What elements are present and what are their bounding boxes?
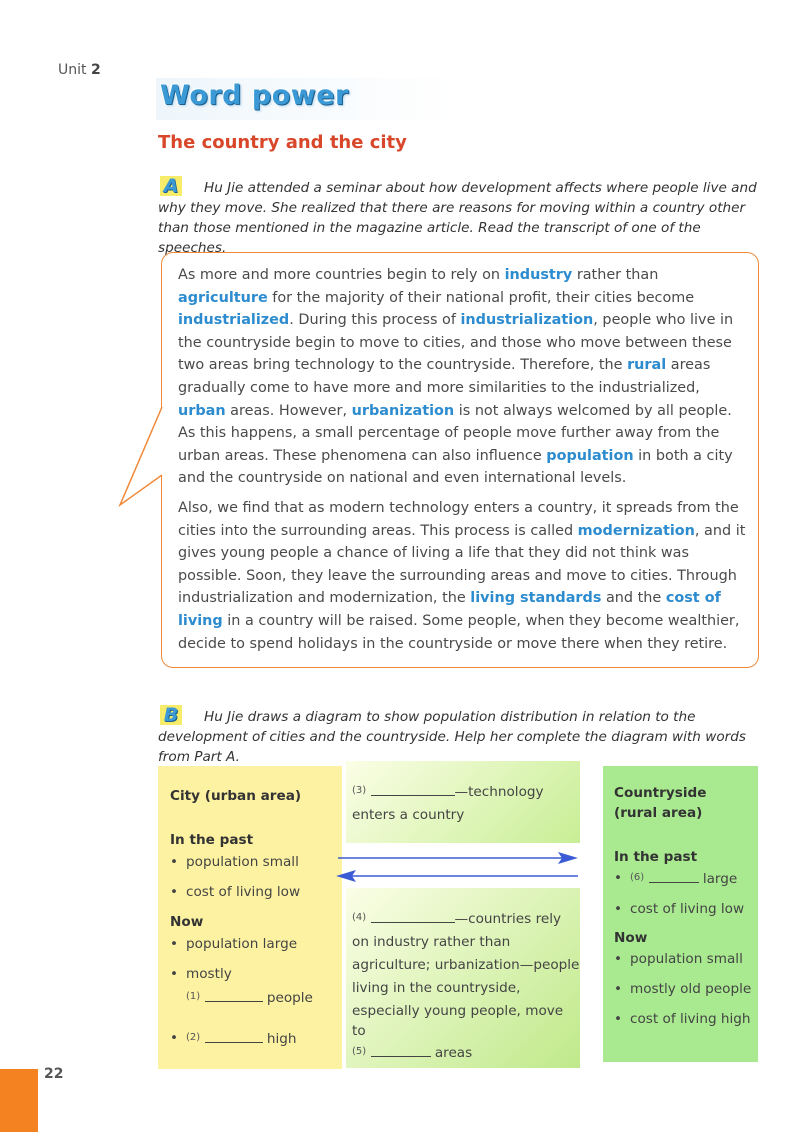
city-now-item-mostly [170,964,342,984]
industrialization-box [346,888,580,1068]
keyword-urbanization: urbanization [351,402,455,419]
unit-label [58,62,101,78]
blank-3[interactable] [371,783,455,796]
speech-transcript [178,264,746,662]
keyword-agriculture: agriculture [178,289,268,306]
text-run: . During this process of [289,312,461,329]
city-box [158,766,342,1069]
keyword-population: population [546,447,634,464]
migration-arrows [332,846,582,886]
ind-line: especially young people, move to [352,1003,564,1039]
countryside-heading-sub: (rural area) [614,805,703,821]
page-number: 22 [44,1066,64,1082]
speech-paragraph-2 [178,497,746,655]
text-run: As more and more countries begin to rely on [178,267,505,283]
section-title-banner [156,78,456,120]
blank-6[interactable] [649,870,699,883]
text-run: in both a city and the countryside on national and even international levels. [178,447,733,487]
subtitle: The country and the city [158,132,407,153]
city-now-item-blank-2 [170,1028,342,1049]
text-run: areas. However, [225,402,352,419]
ind-line-1 [352,908,580,929]
keyword-rural: rural [627,357,667,374]
section-title: Word power [160,80,349,111]
text-run: and the [601,590,666,607]
blank-1[interactable] [205,989,263,1002]
countryside-now-item: • mostly old people [614,979,758,999]
blank-3-number: (3) [352,785,367,796]
blank-1-suffix: people [266,990,313,1006]
city-past-item: • population small [170,852,342,872]
text-run: , people who live in the countryside begin to move to cities, and those who move between these two areas bring technology to the countryside. Therefore, the [178,312,734,374]
countryside-now-item: • cost of living high [614,1009,758,1029]
unit-word: Unit [58,62,87,78]
blank-5[interactable] [371,1044,431,1057]
city-now-label: Now [170,914,204,930]
keyword-modernization: modernization [577,522,695,539]
blank-3-suffix: —technology [454,784,544,800]
text-run: in a country will be raised. Some people, when they become wealthier, decide to spend holidays in the countryside or move there when they retire. [178,612,740,652]
ind-line-6 [352,1042,580,1063]
keyword-cost-of-living: cost of living [178,590,721,629]
part-a-letter: A [160,176,182,196]
ind-line: living in the countryside, [352,980,521,996]
tech-line-2: enters a country [352,807,465,823]
keyword-industrialization: industrialization [460,312,594,329]
keyword-industry: industry [504,267,573,283]
keyword-industrialized: industrialized [178,312,290,329]
blank-6-number: (6) [630,872,645,883]
countryside-box [603,766,758,1062]
part-b-intro [158,707,758,767]
countryside-past-label: In the past [614,849,698,865]
city-past-label: In the past [170,832,254,848]
blank-6-suffix: large [702,871,738,887]
blank-2-suffix: high [266,1031,297,1047]
blank-4[interactable] [371,910,455,923]
countryside-heading: Countryside [614,785,707,801]
blank-5-suffix: areas [434,1045,473,1061]
text-run: Also, we find that as modern technology enters a country, it spreads from the cities into the surrounding areas. This process is called [178,499,739,539]
blank-4-suffix: —countries rely [454,911,562,927]
blank-2[interactable] [205,1030,263,1043]
tech-line-1 [352,781,580,802]
keyword-urban: urban [178,402,226,419]
city-heading: City (urban area) [170,788,302,804]
modernization-box [346,761,580,843]
speech-paragraph-1 [178,264,746,490]
keyword-living-standards: living standards [470,590,602,607]
blank-1-number: (1) [186,991,201,1002]
text-run: areas gradually come to have more and more similarities to the industrialized, [178,357,711,396]
countryside-past-item-blank-6 [614,868,758,889]
speech-bubble-tail [118,405,178,525]
text-run: for the majority of their national profit, their cities become [267,289,695,306]
unit-number: 2 [90,62,101,78]
page-edge-tab [0,1069,38,1132]
ind-line: agriculture; urbanization—people [352,957,580,973]
ind-line: on industry rather than [352,934,511,950]
blank-4-number: (4) [352,912,367,923]
city-past-item: • cost of living low [170,882,342,902]
city-now-item: • population large [170,934,342,954]
blank-2-number: (2) [186,1032,201,1043]
part-b-letter: B [160,705,182,725]
part-a-intro-text: Hu Jie attended a seminar about how development affects where people live and why they move. She realized that there are reasons for moving within a country other than those mentioned in the magazine article. Read the transcript of one of the speeches. [158,180,757,256]
part-b-intro-text: Hu Jie draws a diagram to show population distribution in relation to the development of cities and the countryside. Help her complete the diagram with words from Part A. [158,709,746,765]
countryside-past-item: • cost of living low [614,899,758,919]
text-run: , and it gives young people a chance of living a life that they did not think was possible. Soon, they leave the surrounding areas and move to cities. Through industrialization and modernization, the [178,522,746,607]
blank-5-number: (5) [352,1046,367,1057]
city-now-item-prefix: mostly [186,966,232,982]
countryside-now-label: Now [614,930,648,946]
text-run: rather than [572,267,659,283]
part-a-intro [158,178,758,258]
blank-1-line [170,987,342,1008]
text-run: is not always welcomed by all people. As this happens, a small percentage of people move further away from the urban areas. These phenomena can also influence [178,402,732,464]
countryside-now-item: • population small [614,949,758,969]
